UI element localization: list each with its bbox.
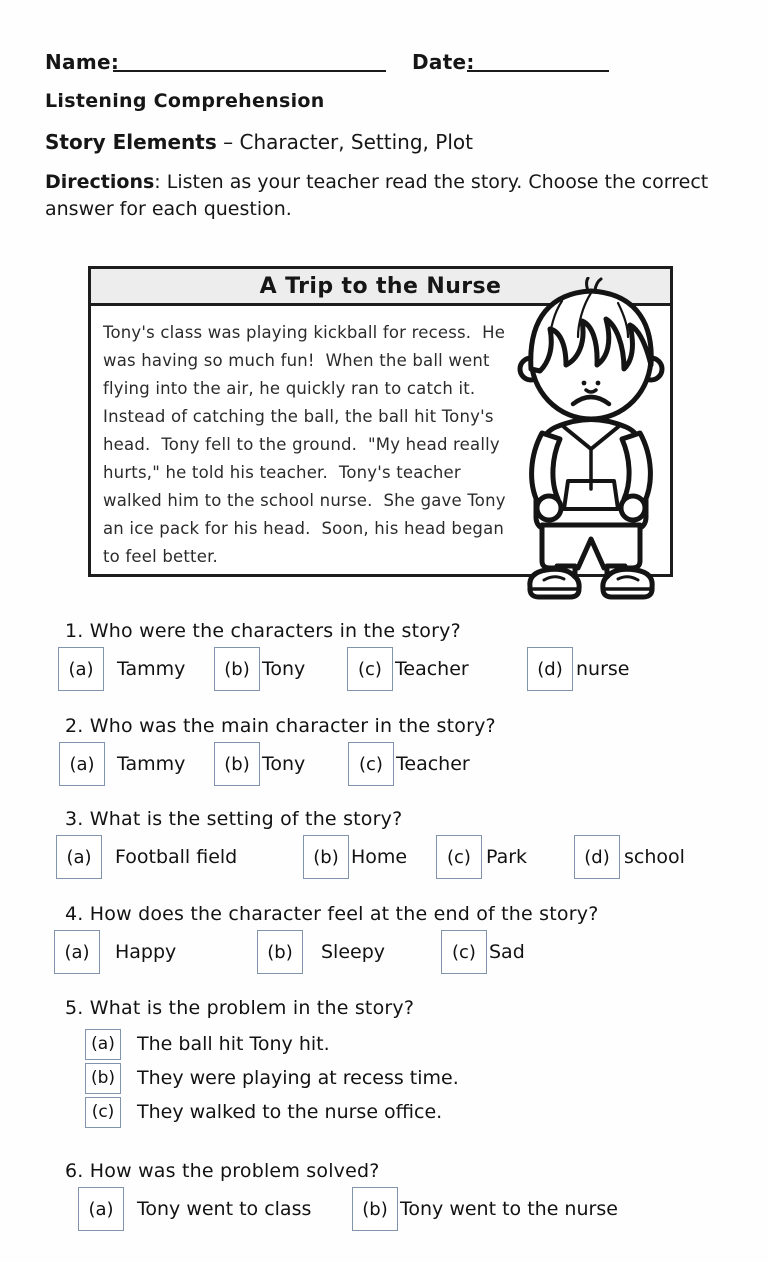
question-line bbox=[65, 715, 768, 737]
option-c bbox=[348, 742, 470, 786]
option-label: They walked to the nurse office. bbox=[137, 1101, 443, 1123]
answer-checkbox[interactable]: (c) bbox=[441, 930, 487, 974]
options-group bbox=[0, 835, 768, 887]
question-line bbox=[65, 1160, 768, 1182]
options-group bbox=[85, 1027, 768, 1129]
answer-checkbox[interactable]: (d) bbox=[574, 835, 620, 879]
topic-bold: Story Elements bbox=[45, 130, 217, 154]
answer-checkbox[interactable]: (b) bbox=[257, 930, 303, 974]
answer-checkbox[interactable]: (b) bbox=[303, 835, 349, 879]
option-b bbox=[214, 647, 305, 691]
question-6 bbox=[0, 1160, 768, 1239]
answer-checkbox[interactable]: (a) bbox=[85, 1029, 121, 1060]
option-label: Park bbox=[486, 846, 528, 868]
date-field-line[interactable] bbox=[467, 68, 609, 72]
option-label: Happy bbox=[115, 941, 177, 963]
question-number: 5. bbox=[65, 997, 84, 1019]
question-text: How was the problem solved? bbox=[89, 1160, 380, 1182]
question-text: What is the setting of the story? bbox=[89, 808, 403, 830]
question-number: 4. bbox=[65, 903, 84, 925]
option-label: Tony bbox=[262, 658, 306, 680]
option-c bbox=[347, 647, 469, 691]
answer-checkbox[interactable]: (d) bbox=[527, 647, 573, 691]
option-b bbox=[85, 1061, 768, 1095]
option-label: They were playing at recess time. bbox=[137, 1067, 459, 1089]
option-label: nurse bbox=[576, 658, 630, 680]
option-label: Tammy bbox=[117, 658, 186, 680]
question-line bbox=[65, 620, 768, 642]
question-text: Who was the main character in the story? bbox=[89, 715, 496, 737]
story-title: A Trip to the Nurse bbox=[259, 273, 502, 299]
option-d bbox=[574, 835, 685, 879]
option-c bbox=[441, 930, 525, 974]
date-label: Date: bbox=[412, 50, 475, 74]
option-a bbox=[58, 647, 185, 691]
option-label: The ball hit Tony hit. bbox=[137, 1033, 330, 1055]
name-field-line[interactable] bbox=[113, 68, 386, 72]
question-line bbox=[65, 808, 768, 830]
directions-label: Directions bbox=[45, 171, 155, 193]
question-text: Who were the characters in the story? bbox=[89, 620, 461, 642]
option-a bbox=[54, 930, 176, 974]
question-5 bbox=[0, 997, 768, 1129]
question-number: 1. bbox=[65, 620, 84, 642]
answer-checkbox[interactable]: (a) bbox=[59, 742, 105, 786]
answer-checkbox[interactable]: (a) bbox=[54, 930, 100, 974]
directions-text: : Listen as your teacher read the story. Choose the correct answer for each question. bbox=[45, 171, 709, 220]
question-line bbox=[65, 997, 768, 1019]
options-group bbox=[0, 647, 768, 699]
option-b bbox=[352, 1187, 618, 1231]
option-label: Teacher bbox=[395, 658, 469, 680]
question-3 bbox=[0, 808, 768, 887]
question-text: What is the problem in the story? bbox=[89, 997, 415, 1019]
option-label: Teacher bbox=[396, 753, 470, 775]
topic-line bbox=[45, 130, 473, 154]
answer-checkbox[interactable]: (b) bbox=[214, 647, 260, 691]
option-label: Tammy bbox=[117, 753, 186, 775]
option-label: Football field bbox=[115, 846, 238, 868]
option-a bbox=[56, 835, 237, 879]
option-a bbox=[85, 1027, 768, 1061]
answer-checkbox[interactable]: (b) bbox=[352, 1187, 398, 1231]
option-a bbox=[59, 742, 185, 786]
story-text: Tony's class was playing kickball for recess. He was having so much fun! When the ball went flying into the air, he quickly ran to catch it. Instead of catching the ball, the ball hit Tony's head. Tony fell to the ground. "My head really hurts," he told his teacher. Tony's teacher walked him to the school nurse. She gave Tony an ice pack for his head. Soon, his head began to feel better. bbox=[103, 323, 512, 566]
option-label: Tony bbox=[262, 753, 306, 775]
answer-checkbox[interactable]: (c) bbox=[436, 835, 482, 879]
answer-checkbox[interactable]: (a) bbox=[56, 835, 102, 879]
directions bbox=[45, 169, 737, 223]
option-label: Home bbox=[351, 846, 408, 868]
answer-checkbox[interactable]: (a) bbox=[58, 647, 104, 691]
option-label: school bbox=[624, 846, 685, 868]
worksheet-title: Listening Comprehension bbox=[45, 90, 325, 112]
option-label: Tony went to the nurse bbox=[400, 1198, 618, 1220]
question-4 bbox=[0, 903, 768, 982]
answer-checkbox[interactable]: (b) bbox=[214, 742, 260, 786]
options-group bbox=[0, 742, 768, 794]
sad-boy-illustration bbox=[502, 277, 680, 605]
option-label: Tony went to class bbox=[137, 1198, 312, 1220]
option-label: Sleepy bbox=[321, 941, 386, 963]
options-group bbox=[0, 930, 768, 982]
answer-checkbox[interactable]: (a) bbox=[78, 1187, 124, 1231]
option-c bbox=[436, 835, 527, 879]
option-a bbox=[78, 1187, 311, 1231]
question-number: 6. bbox=[65, 1160, 84, 1182]
options-group bbox=[0, 1187, 768, 1239]
question-number: 3. bbox=[65, 808, 84, 830]
name-label: Name: bbox=[45, 50, 120, 74]
option-d bbox=[527, 647, 629, 691]
option-c bbox=[85, 1095, 768, 1129]
answer-checkbox[interactable]: (c) bbox=[347, 647, 393, 691]
question-number: 2. bbox=[65, 715, 84, 737]
option-b bbox=[257, 930, 385, 974]
question-2 bbox=[0, 715, 768, 794]
topic-rest: – Character, Setting, Plot bbox=[216, 130, 473, 154]
question-1 bbox=[0, 620, 768, 699]
answer-checkbox[interactable]: (c) bbox=[348, 742, 394, 786]
option-b bbox=[303, 835, 407, 879]
option-b bbox=[214, 742, 305, 786]
option-label: Sad bbox=[489, 941, 525, 963]
answer-checkbox[interactable]: (c) bbox=[85, 1097, 121, 1128]
answer-checkbox[interactable]: (b) bbox=[85, 1063, 121, 1094]
question-text: How does the character feel at the end of the story? bbox=[89, 903, 599, 925]
question-line bbox=[65, 903, 768, 925]
